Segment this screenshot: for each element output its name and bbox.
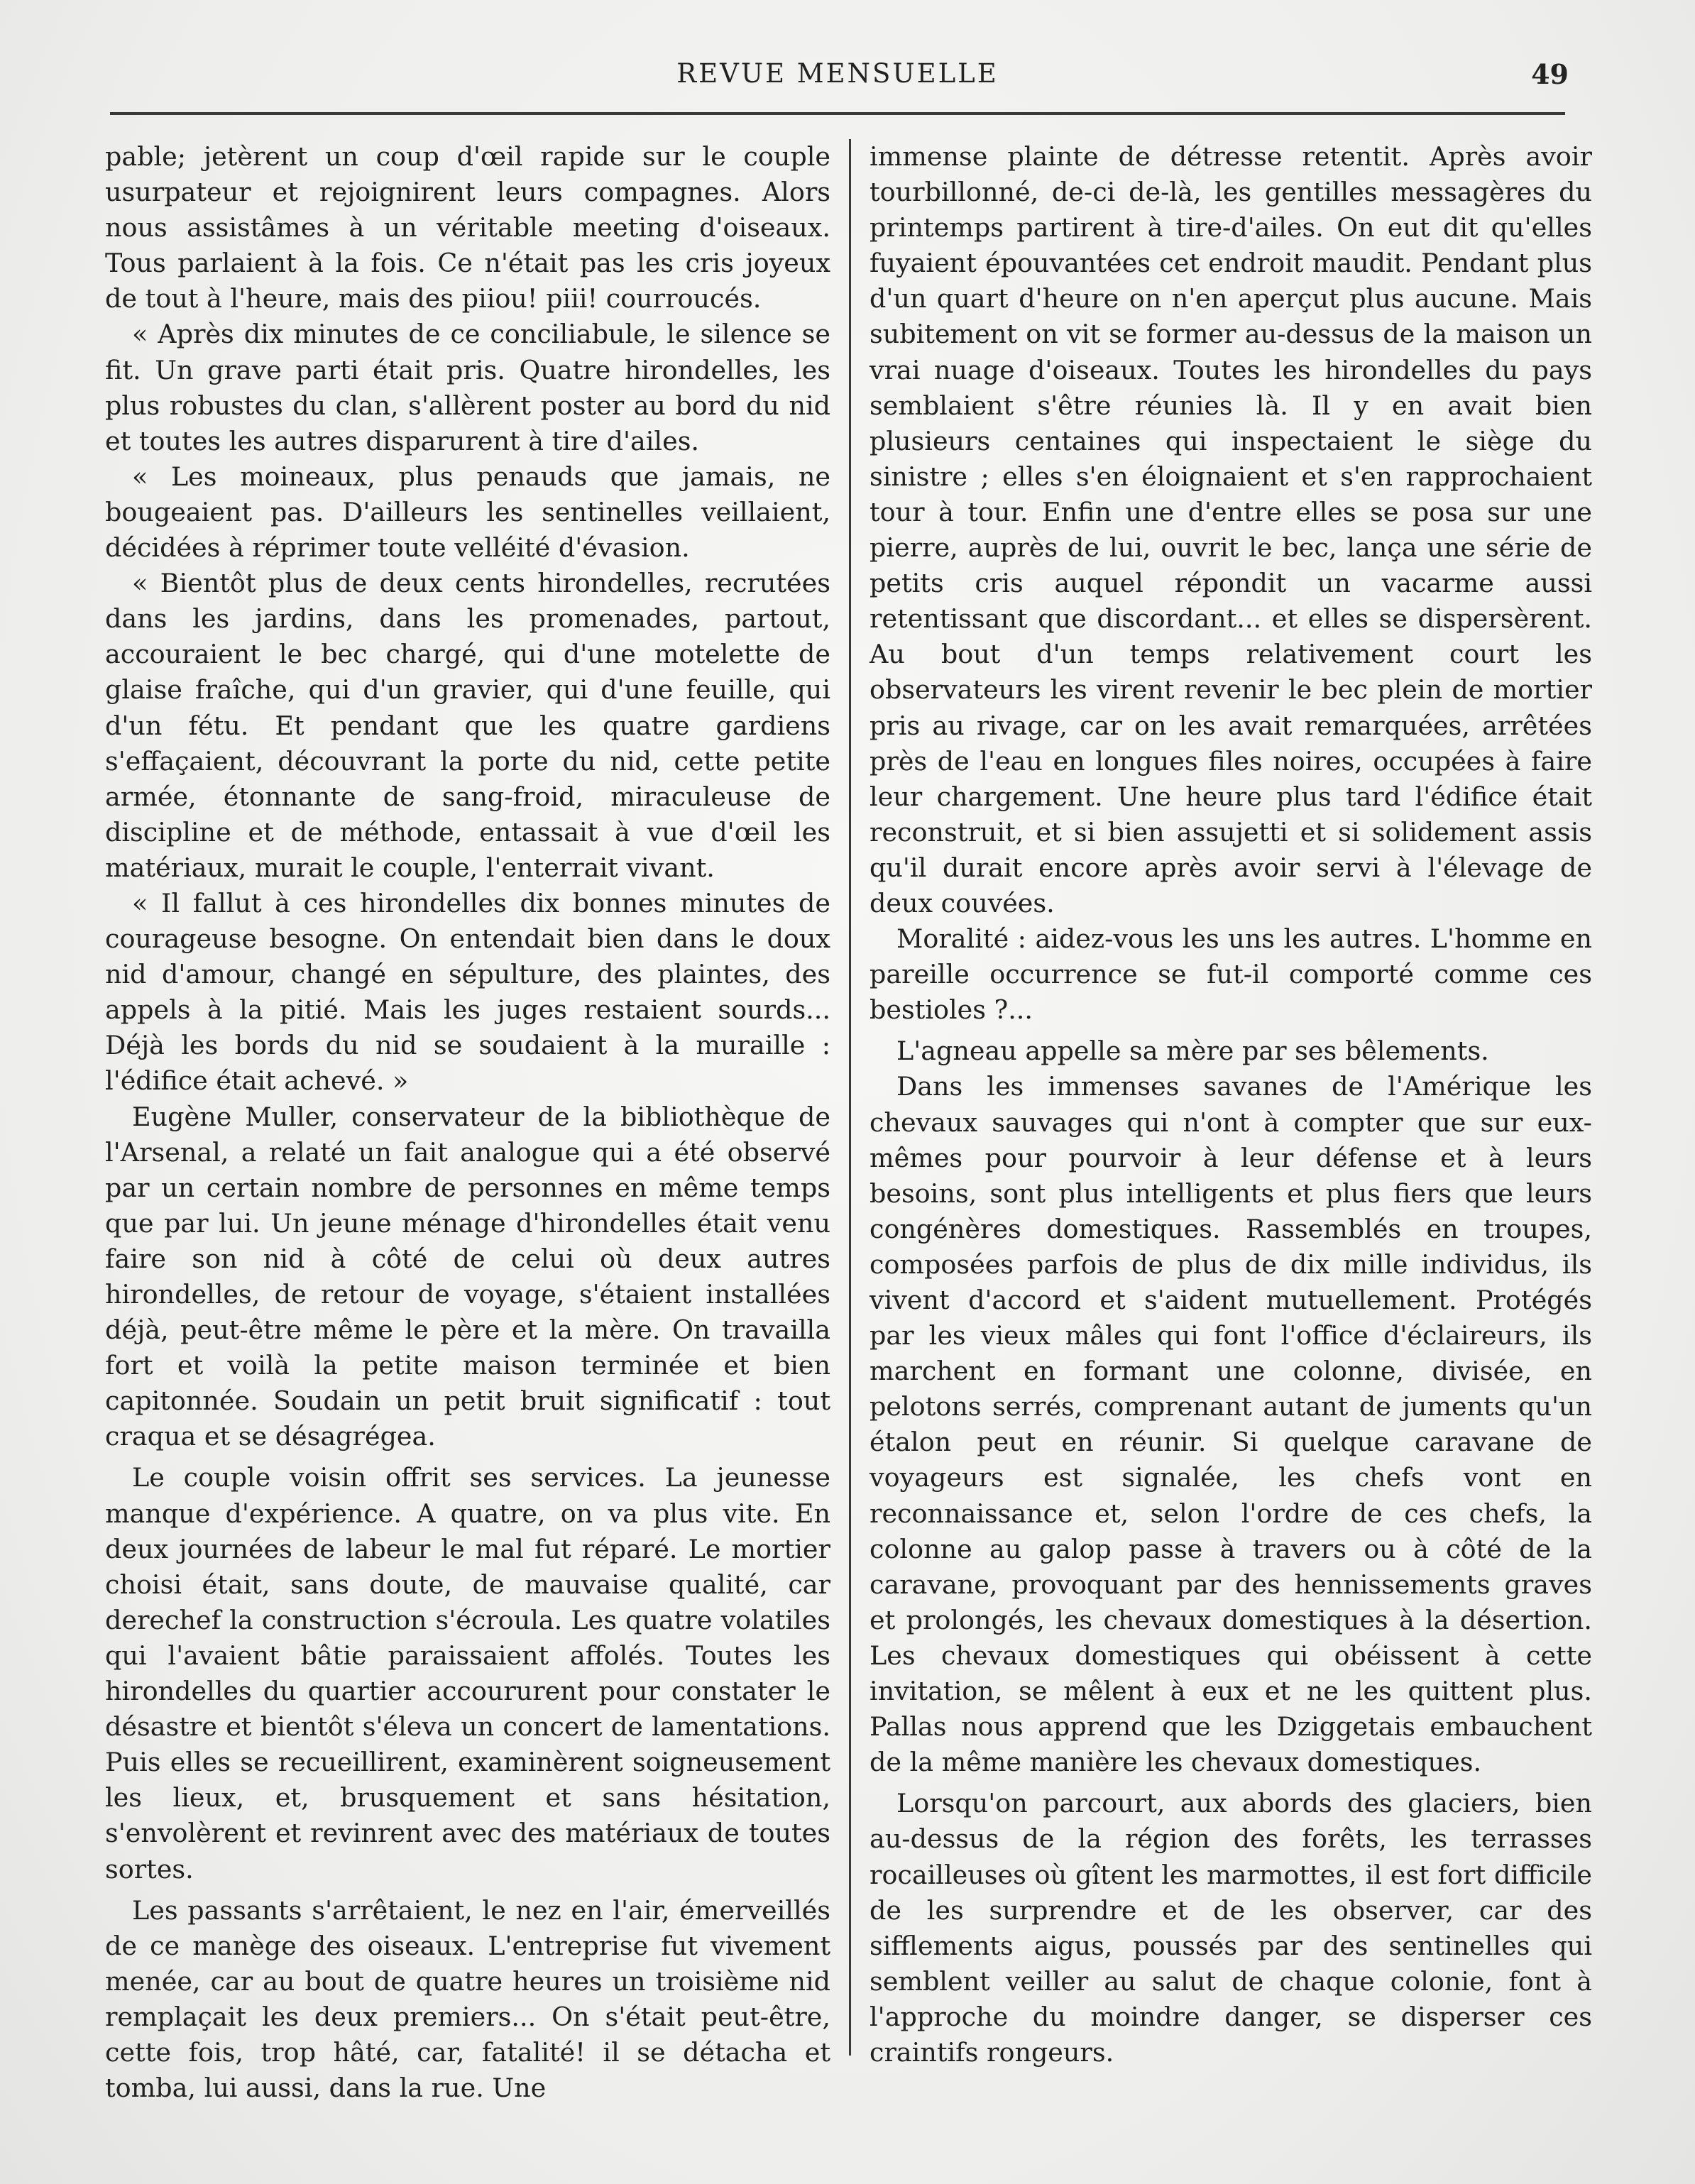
paragraph: Le couple voisin offrit ses services. La jeunesse manque d'expérience. A quatre, on va plus vite. En deux journées de labeur le mal fut réparé. Le mortier choisi était, sans doute, de mauvaise qualité, car derechef la construction s'écroula. Les quatre volatiles qui l'avaient bâtie paraissaient affolés. Toutes les hirondelles du quartier accoururent pour constater le désastre et bientôt s'éleva un concert de lamentations. Puis elles se recueillirent, examinèrent soigneusement les lieux, et, brusquement et sans hésitation, s'envolèrent et revinrent avec des matériaux de toutes sortes. <box>105 1462 830 1884</box>
journal-title: REVUE MENSUELLE <box>676 58 999 89</box>
paragraph: pable; jetèrent un coup d'œil rapide sur le couple usurpateur et rejoignirent leurs compagnes. Alors nous assistâmes à un véritable meeting d'oiseaux. Tous parlaient à la fois. Ce n'était pas les cris joyeux de tout à l'heure, mais des piiou! piii! courroucés. <box>105 141 830 314</box>
paragraph: Les passants s'arrêtaient, le nez en l'air, émerveillés de ce manège des oiseaux. L'entreprise fut vivement menée, car au bout de quatre heures un troisième nid remplaçait les deux premiers... On s'était peut-être, cette fois, trop hâté, car, fatalité! il se détacha et tomba, lui aussi, dans la rue. Une <box>105 1894 830 2104</box>
paragraph: immense plainte de détresse retentit. Après avoir tourbillonné, de-ci de-là, les gentilles messagères du printemps partirent à tire-d'ailes. On eut dit qu'elles fuyaient épouvantées cet endroit maudit. Pendant plus d'un quart d'heure on n'en aperçut plus aucune. Mais subitement on vit se former au-dessus de la maison un vrai nuage d'oiseaux. Toutes les hirondelles du pays semblaient s'être réunies là. Il y en avait bien plusieurs centaines qui inspectaient le siège du sinistre ; elles s'en éloignaient et s'en rapprochaient tour à tour. Enfin une d'entre elles se posa sur une pierre, auprès de lui, ouvrit le bec, lança une série de petits cris auquel répondit un vacarme aussi retentissant que discordant... et elles se dispersèrent. Au bout d'un temps relativement court les observateurs les virent revenir le bec plein de mortier pris au rivage, car on les avait remarquées, arrêtées près de l'eau en longues files noires, occupées à faire leur chargement. Une heure plus tard l'édifice était reconstruit, et si bien assujetti et si solidement assis qu'il durait encore après avoir servi à l'élevage de deux couvées. <box>870 141 1592 918</box>
right-column <box>870 139 1592 2070</box>
paragraph: « Bientôt plus de deux cents hirondelles, recrutées dans les jardins, dans les promenades, partout, accouraient le bec chargé, qui d'une motelette de glaise fraîche, qui d'un gravier, qui d'une feuille, qui d'un fétu. Et pendant que les quatre gardiens s'effaçaient, découvrant la porte du nid, cette petite armée, étonnante de sang-froid, miraculeuse de discipline et de méthode, entassait à vue d'œil les matériaux, murait le couple, l'enterrait vivant. <box>105 568 830 883</box>
paragraph: Eugène Muller, conservateur de la bibliothèque de l'Arsenal, a relaté un fait analogue qui a été observé par un certain nombre de personnes en même temps que par lui. Un jeune ménage d'hirondelles était venu faire son nid à côté de celui où deux autres hirondelles, de retour de voyage, s'étaient installées déjà, peut-être même le père et la mère. On travailla fort et voilà la petite maison terminée et bien capitonnée. Soudain un petit bruit significatif : tout craqua et se désagrégea. <box>105 1101 830 1452</box>
paragraph: « Les moineaux, plus penauds que jamais, ne bougeaient pas. D'ailleurs les sentinelles veillaient, décidées à réprimer toute velléité d'évasion. <box>105 461 830 564</box>
page-number: 49 <box>1531 58 1569 90</box>
paragraph: « Après dix minutes de ce conciliabule, le silence se fit. Un grave parti était pris. Quatre hirondelles, les plus robustes du clan, s'allèrent poster au bord du nid et toutes les autres disparurent à tire d'ailes. <box>105 319 830 456</box>
paragraph: Moralité : aidez-vous les uns les autres. L'homme en pareille occurrence se fut-il comporté comme ces bestioles ?... <box>870 923 1592 1026</box>
paragraph: Lorsqu'on parcourt, aux abords des glaciers, bien au-dessus de la région des forêts, les terrasses rocailleuses où gîtent les marmottes, il est fort difficile de les surprendre et de les observer, car des sifflements aigus, poussés par des sentinelles qui semblent veiller au salut de chaque colonie, font à l'approche du moindre danger, se disperser ces craintifs rongeurs. <box>870 1788 1592 2068</box>
paragraph: Dans les immenses savanes de l'Amérique les chevaux sauvages qui n'ont à compter que sur eux-mêmes pour pourvoir à leur défense et à leurs besoins, sont plus intelligents et plus fiers que leurs congénères domestiques. Rassemblés en troupes, composées parfois de plus de dix mille individus, ils vivent d'accord et s'aident mutuellement. Protégés par les vieux mâles qui font l'office d'éclaireurs, ils marchent en formant une colonne, divisée, en pelotons serrés, comprenant autant de juments qu'un étalon peut en réunir. Si quelque caravane de voyageurs est signalée, les chefs vont en reconnaissance et, selon l'ordre de ces chefs, la colonne au galop passe à travers ou à côté de la caravane, provoquant par des hennissements graves et prolongés, les chevaux domestiques à la désertion. Les chevaux domestiques qui obéissent à cette invitation, se mêlent à eux et ne les quittent plus. Pallas nous apprend que les Dziggetais embauchent de la même manière les chevaux domestiques. <box>870 1071 1592 1778</box>
header-rule <box>110 112 1565 115</box>
column-rule <box>849 139 851 2056</box>
paragraph: « Il fallut à ces hirondelles dix bonnes minutes de courageuse besogne. On entendait bien dans le doux nid d'amour, changé en sépulture, des plaintes, des appels à la pitié. Mais les juges restaient sourds... Déjà les bords du nid se soudaient à la muraille : l'édifice était achevé. » <box>105 887 830 1097</box>
running-header <box>106 58 1569 101</box>
left-column <box>105 139 830 2106</box>
paragraph: L'agneau appelle sa mère par ses bêlements. <box>896 1036 1489 1067</box>
